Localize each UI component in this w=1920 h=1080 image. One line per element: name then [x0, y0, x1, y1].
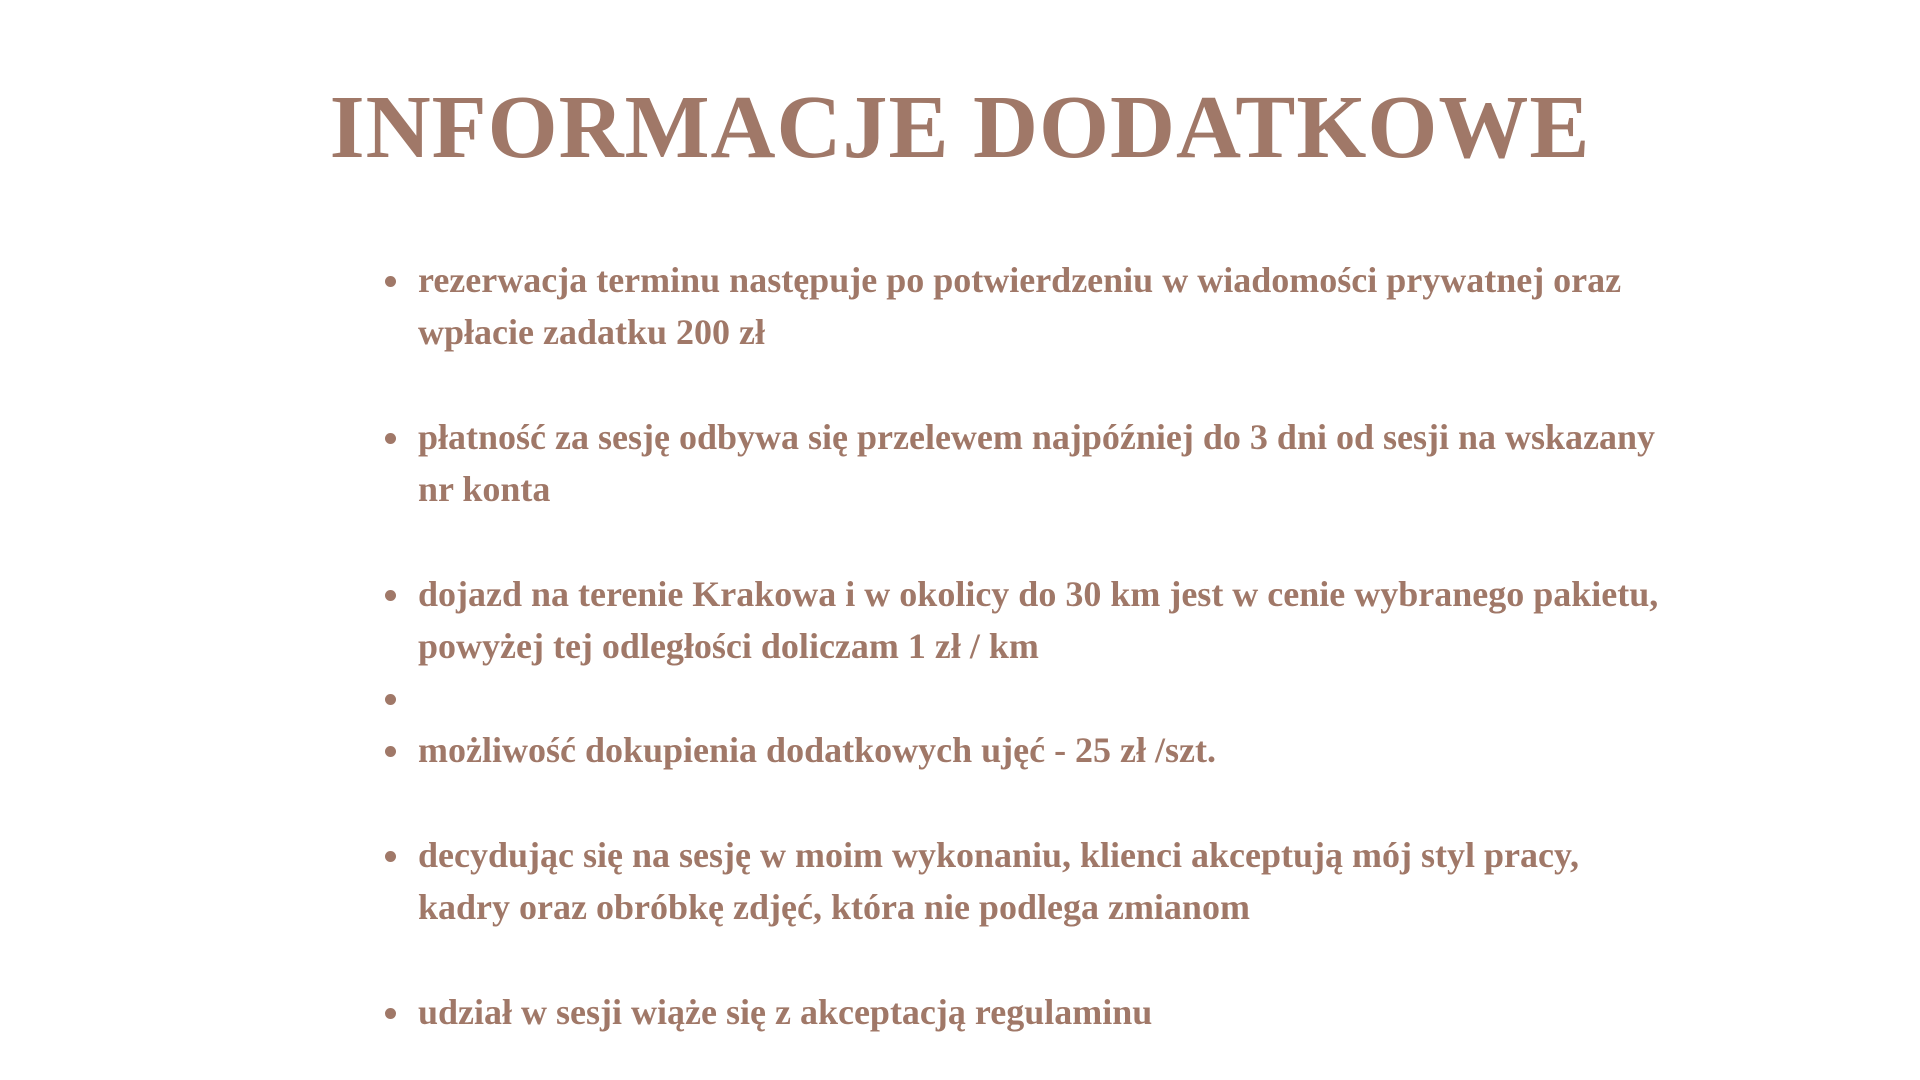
bullet-icon: [385, 276, 396, 287]
info-list: [372, 254, 1672, 1038]
bullet-icon: [385, 433, 396, 444]
bullet-icon: [385, 694, 396, 705]
page-title: INFORMACJE DODATKOWE: [329, 78, 1591, 177]
list-item-text: decydując się na sesję w moim wykonaniu, klienci akceptują mój styl pracy, kadry oraz obróbkę zdjęć, która nie podlega zmianom: [418, 835, 1579, 927]
bullet-icon: [385, 1008, 396, 1019]
list-item-payment: [372, 411, 1672, 515]
list-item-regulations: [372, 986, 1672, 1038]
list-item-text: możliwość dokupienia dodatkowych ujęć - 25 zł /szt.: [418, 730, 1217, 770]
bullet-icon: [385, 851, 396, 862]
bullet-icon: [385, 746, 396, 757]
list-item-empty: [372, 672, 1672, 724]
list-item-travel: [372, 568, 1672, 672]
list-item-text: dojazd na terenie Krakowa i w okolicy do 30 km jest w cenie wybranego pakietu, powyżej tej odległości doliczam 1 zł / km: [418, 574, 1659, 666]
spacer: [372, 933, 1672, 986]
list-item-extra-shots: [372, 724, 1672, 776]
spacer: [372, 358, 1672, 411]
list-item-text: płatność za sesję odbywa się przelewem najpóźniej do 3 dni od sesji na wskazany nr konta: [418, 417, 1656, 509]
list-item-text: rezerwacja terminu następuje po potwierdzeniu w wiadomości prywatnej oraz wpłacie zadatku 200 zł: [418, 260, 1622, 352]
spacer: [372, 515, 1672, 568]
bullet-icon: [385, 590, 396, 601]
list-item-text: udział w sesji wiąże się z akceptacją regulaminu: [418, 992, 1153, 1032]
list-item-style-acceptance: [372, 829, 1672, 933]
list-item-reservation: [372, 254, 1672, 358]
spacer: [372, 776, 1672, 829]
